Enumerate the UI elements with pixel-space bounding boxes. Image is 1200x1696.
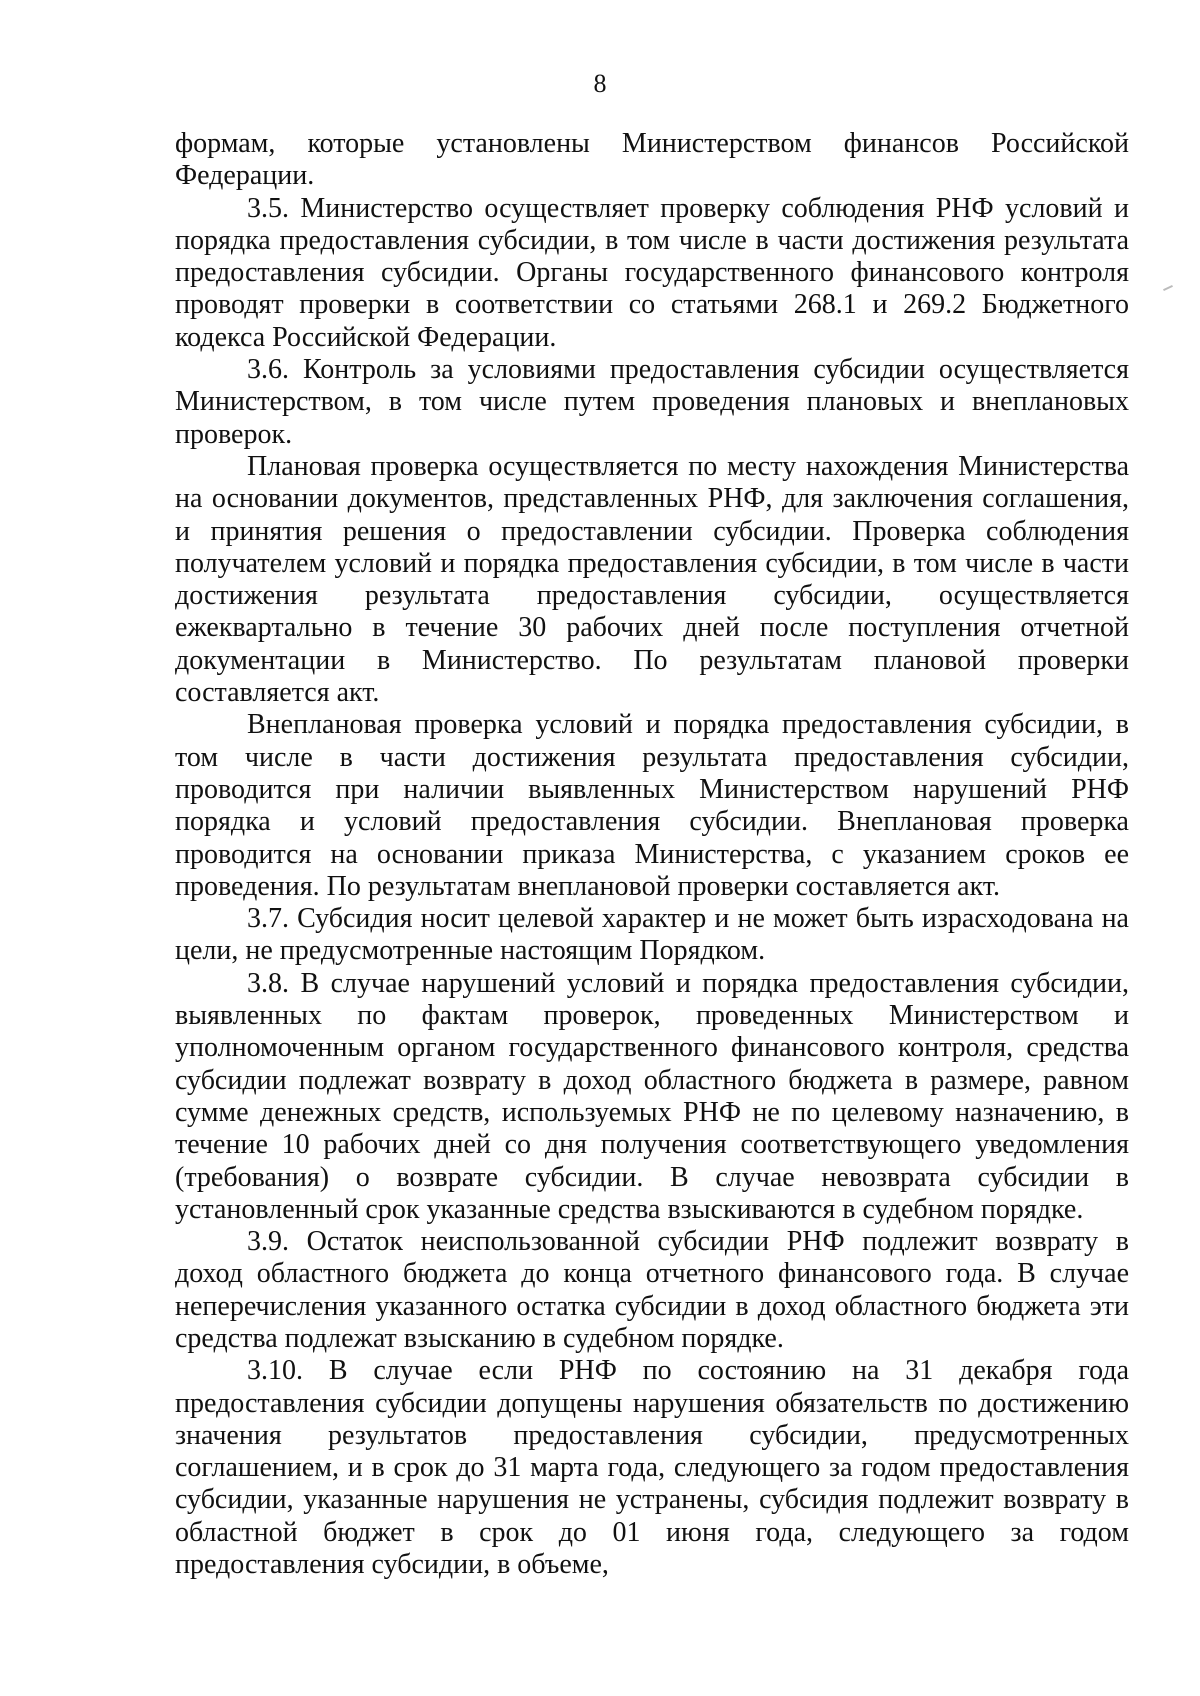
paragraph-3-9: 3.9. Остаток неиспользованной субсидии РНФ подлежит возврату в доход областного бюджета до конца отчетного финансового года. В случае неперечисления указанного остатка субсидии в доход областного бюджета эти средства подлежат взысканию в судебном порядке. <box>175 1226 1129 1354</box>
paragraph-3-5: 3.5. Министерство осуществляет проверку соблюдения РНФ условий и порядка предоставления субсидии, в том числе в части достижения результата предоставления субсидии. Органы государственного финансового контроля проводят проверки в соответствии со статьями 268.1 и 269.2 Бюджетного кодекса Российской Федерации. <box>175 192 1129 353</box>
paragraph-3-8: 3.8. В случае нарушений условий и порядка предоставления субсидии, выявленных по фактам проверок, проведенных Министерством и уполномоченным органом государственного финансового контроля, средства субсидии подлежат возврату в доход областного бюджета в размере, равном сумме денежных средств, используемых РНФ не по целевому назначению, в течение 10 рабочих дней со дня получения соответствующего уведомления (требования) о возврате субсидии. В случае невозврата субсидии в установленный срок указанные средства взыскиваются в судебном порядке. <box>175 967 1129 1225</box>
paragraph-3-10: 3.10. В случае если РНФ по состоянию на 31 декабря года предоставления субсидии допущены нарушения обязательств по достижению значения результатов предоставления субсидии, предусмотренных соглашением, и в срок до 31 марта года, следующего за годом предоставления субсидии, указанные нарушения не устранены, субсидия подлежит возврату в областной бюджет в срок до 01 июня года, следующего за годом предоставления субсидии, в объеме, <box>175 1355 1129 1581</box>
paragraph-3-7: 3.7. Субсидия носит целевой характер и не может быть израсходована на цели, не предусмотренные настоящим Порядком. <box>175 903 1129 967</box>
page-number: 8 <box>593 69 607 98</box>
paragraph-3-6: 3.6. Контроль за условиями предоставления субсидии осуществляется Министерством, в том числе путем проведения плановых и внеплановых проверок. <box>175 354 1129 450</box>
document-body <box>175 128 1129 1581</box>
paragraph-planned-inspection: Плановая проверка осуществляется по месту нахождения Министерства на основании документов, представленных РНФ, для заключения соглашения, и принятия решения о предоставлении субсидии. Проверка соблюдения получателем условий и порядка предоставления субсидии, в том числе в части достижения результата предоставления субсидии, осуществляется ежеквартально в течение 30 рабочих дней после поступления отчетной документации в Министерство. По результатам плановой проверки составляется акт. <box>175 450 1129 709</box>
scan-artifact <box>1163 285 1173 291</box>
paragraph-unplanned-inspection: Внеплановая проверка условий и порядка предоставления субсидии, в том числе в части достижения результата предоставления субсидии, проводится при наличии выявленных Министерством нарушений РНФ порядка и условий предоставления субсидии. Внеплановая проверка проводится на основании приказа Министерства, с указанием сроков ее проведения. По результатам внеплановой проверки составляется акт. <box>175 709 1129 902</box>
paragraph-continuation: формам, которые установлены Министерством финансов Российской Федерации. <box>175 128 1129 192</box>
